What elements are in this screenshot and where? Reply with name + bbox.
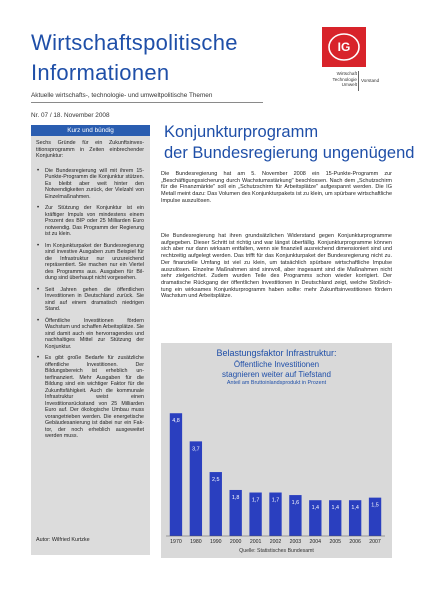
department-label [322, 71, 357, 88]
logo-text: IG [337, 40, 351, 54]
title-line-2: Informationen [31, 60, 170, 85]
chart-data-label: 1,5 [371, 502, 379, 509]
author-line: Autor: Wilfried Kurtzke [36, 537, 90, 543]
dept-line-2: Technologie [332, 76, 357, 82]
chart-data-label: 1,4 [351, 505, 359, 512]
chart-data-label: 1,8 [231, 494, 240, 501]
chart-x-tick-label: 2005 [329, 539, 342, 545]
sidebar-bullet-list [31, 168, 150, 440]
sidebar-bullet: • Zur Stützung der Konjunktur ist ein kräftiger Impuls von mindestens einem Prozent des BIP oder 25 Milliarden Euro notwendig. Das Programm der Regierung ist zu klein. [36, 205, 144, 238]
chart-x-tick-label: 2002 [269, 539, 282, 545]
sidebar-bullet: • Seit Jahren gehen die öffentlichen Investitionen in Deutschland zurück. Sie sind auf einem dramatisch niedrigen Stand. [36, 287, 144, 313]
sidebar-heading: Kurz und bündig [31, 125, 150, 136]
chart-y-label: Anteil am Bruttoinlandsprodukt in Prozent [226, 380, 327, 386]
chart-x-tick-label: 2006 [349, 539, 361, 545]
dept-line-1: Wirtschaft [336, 71, 357, 76]
chart-x-tick-label: 2003 [289, 539, 302, 545]
board-label: Vorstand [361, 78, 380, 83]
chart-data-label: 1,4 [311, 505, 320, 512]
article-title-line-2: der Bundesregierung ungenügend [164, 144, 415, 162]
chart-title: Belastungsfaktor Infrastruktur: [216, 348, 337, 358]
sidebar-intro: Sechs Gründe für ein Zukunftsinvestitionsprogramm in Zeiten einbrechender Konjunktur: [36, 140, 144, 160]
chart-x-tick-label: 2007 [369, 539, 381, 545]
dept-line-3: Umwelt [341, 82, 357, 88]
chart-x-tick-label: 1970 [170, 539, 182, 545]
chart-data-label: 3,7 [192, 446, 200, 453]
sidebar-bullet: • Es gibt große Bedarfe für zusätzliche öffentliche Investitionen. Der Bildungsbereich ist erheblich unterfinanziert. Mehr Ausgaben für die Bildung sind ein wichtiger Faktor für die Zukunftsfähigkeit. Auch die kommunale Infrastruktur weist einen Investitionsrückstand von 25 Milliarden Euro auf. Der ökologische Umbau muss vorangetrieben werden. Die energetische Gebäudesanierung ist dabei nur ein Faktor, der noch erheblich ausgeweitet werden muss. [36, 355, 144, 440]
article-paragraph-2: Die Bundesregierung hat ihren grundsätzlichen Widerstand gegen Konjunkturprogramme aufgegeben. Dieser Schritt ist richtig und war längst überfällig. Konjunkturprogramme können sich aber nur dann wirksam entfalten, wenn sie finanziell ausreichend dimensioniert sind und rechtzeitig aufgelegt werden. Das trifft für das Konjunkturpaket der Bundesregierung nicht zu. Der finanzielle Umfang ist viel zu klein, um tatsächlich spürbare wirtschaftliche Impulse auszulösen. Einzelne Maßnahmen sind sinnvoll, aber insgesamt sind die Maßnahmen nicht sehr zielgerichtet. Zudem wurden Teile des Programms schon wieder korrigiert. Der dramatische Rückgang der öffentlichen Investitionen in Deutschland zeigt, welche Stoßrichtung ein wirksames Konjunkturprogramm haben sollte: mehr Zukunftsinvestitionen fördern Wachstum und Arbeitsplätze. [161, 233, 392, 300]
sidebar-bullet: • Öffentliche Investitionen fördern Wachstum und schaffen Arbeitsplätze. Sie sind damit auch ein hervorragendes und nachhaltiges Mittel zur Stützung der Konjunktur. [36, 318, 144, 351]
ig-metall-logo [322, 27, 366, 67]
header-divider [31, 102, 263, 103]
summary-sidebar [31, 125, 150, 555]
newsletter-subtitle: Aktuelle wirtschafts-, technologie- und umweltpolitische Themen [31, 92, 213, 99]
chart-x-tick-label: 2001 [249, 539, 262, 545]
chart-subtitle-1: Öffentliche Investitionen [233, 360, 320, 369]
sidebar-bullet: • Die Bundesregierung will mit ihrem 15-Punkte-Programm die Konjunktur stützen. Es bleibt aber weit hinter den Notwendigkeiten zurück, der Vielzahl von Einzelmaßnahmen. [36, 168, 144, 201]
chart-data-label: 4,8 [172, 418, 180, 425]
chart-x-tick-label: 1990 [209, 539, 222, 545]
chart-x-tick-label: 2000 [229, 539, 242, 545]
investment-chart [161, 343, 392, 558]
chart-source: Quelle: Statistisches Bundesamt [239, 548, 314, 554]
sidebar-bullet: • Im Konjunkturpaket der Bundesregierung sind investive Ausgaben zum Beispiel für die Infrastruktur nur unzureichend repräsentiert. Sie machen nur ein Viertel des Programms aus. Ausgaben für Bildung sind überhaupt nicht vorgesehen. [36, 243, 144, 282]
chart-data-label: 1,6 [291, 500, 300, 507]
chart-data-label: 1,4 [331, 505, 339, 512]
chart-data-label: 1,7 [251, 497, 260, 504]
chart-bar [170, 413, 182, 536]
chart-data-label: 2,5 [212, 477, 220, 484]
chart-plot [161, 343, 392, 558]
chart-x-tick-label: 2004 [309, 539, 322, 545]
newsletter-title [31, 28, 238, 88]
chart-bar [190, 441, 202, 536]
logo-divider [358, 71, 359, 91]
issue-number: Nr. 07 / 18. November 2008 [31, 112, 110, 119]
article-title [164, 122, 415, 164]
logo-emblem-icon [327, 32, 361, 62]
chart-x-tick-label: 1980 [190, 539, 202, 545]
chart-data-label: 1,7 [271, 497, 280, 504]
article-paragraph-1: Die Bundesregierung hat am 5. November 2008 ein 15-Punkte-Programm zur „Beschäftigungssicherung durch Wachstumsstärkung" beschlossen. Nach dem „Schutzschirm für die Finanzmärkte" soll ein „Schutzschirm für Arbeitsplätze" aufgespannt werden. Die IG Metall meint dazu: Das Volumen des Konjunkturpakets ist zu klein, um spürbare wirtschaftliche Impulse auszulösen. [161, 171, 392, 204]
title-line-1: Wirtschaftspolitische [31, 30, 238, 55]
article-title-line-1: Konjunkturprogramm [164, 123, 319, 141]
chart-subtitle-2: stagnieren weiter auf Tiefstand [222, 370, 331, 379]
